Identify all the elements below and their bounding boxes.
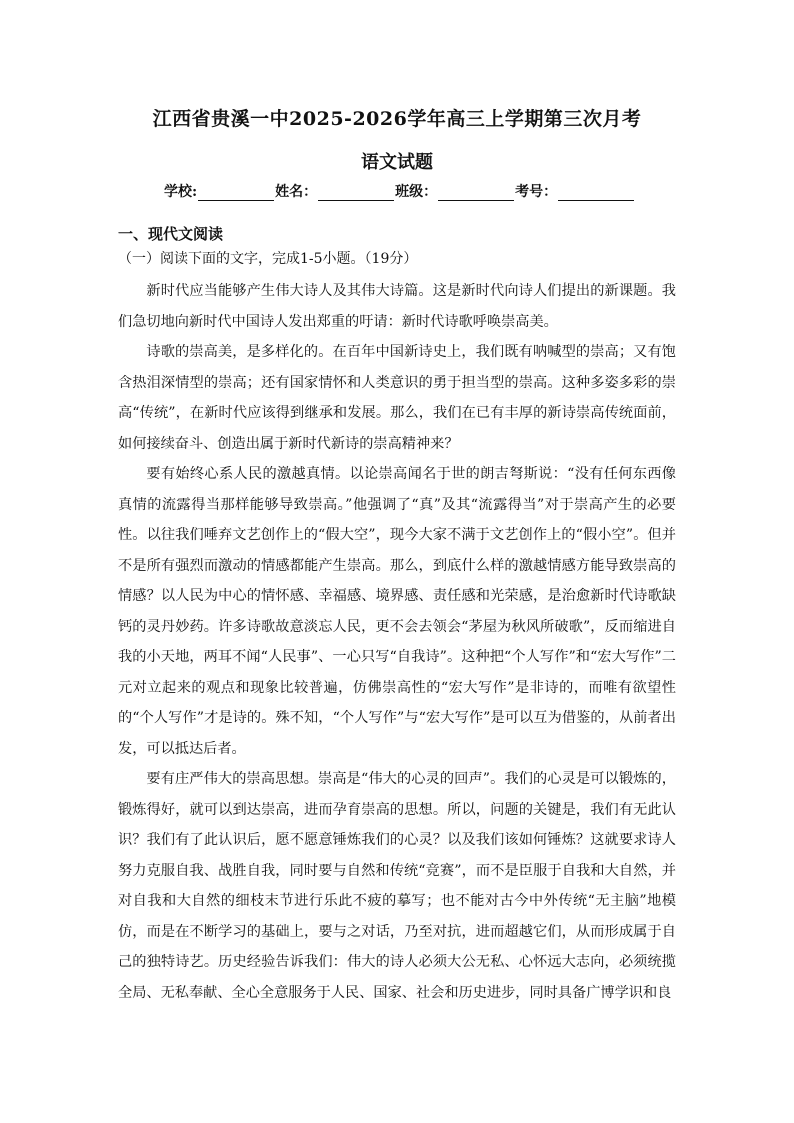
exam-title: 江西省贵溪一中2025-2026学年高三上学期第三次月考 (152, 108, 642, 130)
class-blank[interactable] (438, 186, 514, 201)
school-blank[interactable] (198, 186, 274, 201)
paragraph: 要有始终心系人民的激越真情。以论崇高闻名于世的朗吉弩斯说：“没有任何东西像真情的流露得当那样能够导致崇高。”他强调了“真”及其“流露得当”对于崇高产生的必要性。以往我们唾弃文艺创作上的“假大空”，现今大家不满于文艺创作上的“假小空”。但并不是所有强烈而激动的情感都能产生崇高。那么，到底什么样的激越情感方能导致崇高的情感？以人民为中心的情怀感、幸福感、境界感、责任感和光荣感，是治愈新时代诗歌缺钙的灵丹妙药。许多诗歌故意淡忘人民，更不会去领会“茅屋为秋风所破歌”，反而缩进自我的小天地，两耳不闻“人民事”、一心只写“自我诗”。这种把“个人写作”和“宏大写作”二元对立起来的观点和现象比较普遍，仿佛崇高性的“宏大写作”是非诗的，而唯有欲望性的“个人写作”才是诗的。殊不知，“个人写作”与“宏大写作”是可以互为借鉴的，从前者出发，可以抵达后者。 (118, 466, 676, 757)
class-label: 班级： (395, 184, 438, 200)
name-label: 姓名： (275, 184, 318, 200)
paragraph: 新时代应当能够产生伟大诗人及其伟大诗篇。这是新时代向诗人们提出的新课题。我们急切地向新时代中国诗人发出郑重的吁请：新时代诗歌呼唤崇高美。 (118, 283, 676, 330)
name-blank[interactable] (318, 186, 394, 201)
paragraph: 诗歌的崇高美，是多样化的。在百年中国新诗史上，我们既有呐喊型的崇高；又有饱含热泪深情型的崇高；还有国家情怀和人类意识的勇于担当型的崇高。这种多姿多彩的崇高“传统”，在新时代应该得到继承和发展。那么，我们在已有丰厚的新诗崇高传统面前，如何接续奋斗、创造出属于新时代新诗的崇高精神来？ (118, 344, 676, 452)
section-instruction: （一）阅读下面的文字，完成1-5小题。（19分） (118, 251, 418, 267)
section-heading: 一、现代文阅读 (118, 225, 224, 243)
student-info-row (164, 181, 635, 201)
paragraph: 要有庄严伟大的崇高思想。崇高是“伟大的心灵的回声”。我们的心灵是可以锻炼的，锻炼得好，就可以到达崇高，进而孕育崇高的思想。所以，问题的关键是，我们有无此认识？我们有了此认识后，愿不愿意锤炼我们的心灵？以及我们该如何锤炼？这就要求诗人努力克服自我、战胜自我，同时要与自然和传统“竞赛”，而不是臣服于自我和大自然，并对自我和大自然的细枝末节进行乐此不疲的摹写；也不能对古今中外传统“无主脑”地模仿，而是在不断学习的基础上，要与之对话，乃至对抗，进而超越它们，从而形成属于自己的独特诗艺。历史经验告诉我们：伟大的诗人必须大公无私、心怀远大志向，必须统揽全局、无私奉献、全心全意服务于人民、国家、社会和历史进步，同时具备广博学识和良 (118, 771, 676, 1001)
school-label: 学校: (164, 184, 198, 200)
exam-number-label: 考号： (515, 184, 558, 200)
exam-number-blank[interactable] (558, 186, 634, 201)
reading-passage (118, 276, 676, 1008)
exam-subject: 语文试题 (361, 152, 433, 173)
